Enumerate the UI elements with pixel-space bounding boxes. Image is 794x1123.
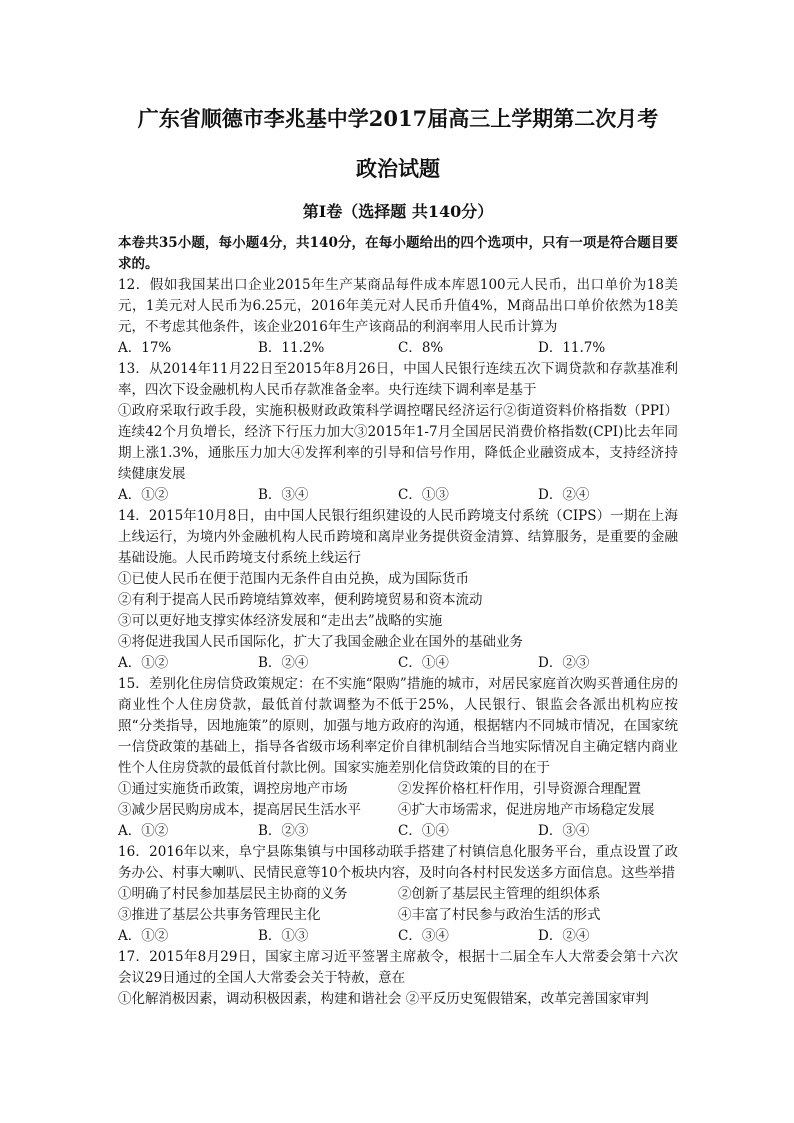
answer-options (118, 821, 678, 842)
question-statement: ①通过实施货币政策，调控房地产市场 (118, 781, 348, 797)
answer-options (118, 338, 678, 359)
question-stem: 13．从2014年11月22日至2015年8月26日，中国人民银行连续五次下调贷款和存款基准利率，四次下设金融机构人民币存款准备金率。央行连续下调利率是基于 (118, 361, 678, 398)
instructions: 本卷共35小题，每小题4分，共140分，在每小题给出的四个选项中，只有一项是符合题目要求的。 (118, 235, 678, 272)
question-statement: ③可以更好地支撑实体经济发展和“走出去”战略的实施 (118, 613, 443, 629)
exam-subtitle: 政治试题 (356, 156, 440, 181)
question-statement: ③减少居民购房成本，提高居民生活水平 (118, 802, 361, 818)
answer-options (118, 485, 678, 506)
answer-option: D．②④ (538, 487, 590, 503)
answer-option: B．11.2% (258, 340, 325, 356)
answer-option: D．②③ (538, 655, 590, 671)
answer-option: A．①② (118, 928, 169, 944)
question-statement: ①化解消极因素，调动积极因素，构建和谐社会 ②平反历史冤假错案，改革完善国家审判 (118, 991, 649, 1007)
question-stem: 15．差别化住房信贷政策规定：在不实施“限购”措施的城市，对居民家庭首次购买普通住房的商业性个人住房贷款，最低首付款调整为不低于25%，人民银行、银监会各派出机构应按照“分类指导，因地施策”的原则，加强与地方政府的沟通，根据辖内不同城市情况，在国家统一信贷政策的基础上，指导各省级市场利率定价自律机制结合当地实际情况自主确定辖内商业性个人住房贷款的最低首付款比例。国家实施差别化信贷政策的目的在于 (118, 676, 678, 776)
answer-option: D．③④ (538, 823, 590, 839)
question-statement: ④将促进我国人民币国际化，扩大了我国金融企业在国外的基础业务 (118, 634, 523, 650)
question-statement: ①政府采取行政手段，实施积极财政政策科学调控曙民经济运行②街道资料价格指数（PPI）连续42个月负增长，经济下行压力加大③2015年1-7月全国居民消费价格指数(CPI)比去年同期上涨1.3%，通胀压力加大④发挥利率的引导和信号作用，降低企业融资成本，支持经济持续健康发展 (118, 403, 678, 482)
section-heading: 第I卷（选择题 共140分） (302, 202, 494, 221)
question-statement: ①明确了村民参加基层民主协商的义务 (118, 886, 348, 902)
answer-option: B．③④ (258, 487, 309, 503)
answer-option: A．17% (118, 340, 172, 356)
question-statement: ②有利于提高人民币跨境结算效率，便利跨境贸易和资本流动 (118, 592, 483, 608)
answer-option: D．②④ (538, 928, 590, 944)
answer-option: A．①② (118, 487, 169, 503)
question-stem: 14．2015年10月8日，由中国人民银行组织建设的人民币跨境支付系统（CIPS）一期在上海上线运行，为境内外金融机构人民币跨境和离岸业务提供资金清算、结算服务，是重要的金融基础设施。人民币跨境支付系统上线运行 (118, 508, 678, 566)
question-statement: ②发挥价格杠杆作用，引导资源合理配置 (398, 781, 641, 797)
answer-option: C．③④ (398, 928, 449, 944)
question-list (118, 275, 678, 1010)
answer-options (118, 926, 678, 947)
exam-page (118, 95, 678, 1010)
question-stem: 16．2016年以来，阜宁县陈集镇与中国移动联手搭建了村镇信息化服务平台，重点设置了政务办公、村事大喇叭、民情民意等10个板块内容，及时向各村村民发送多方面信息。这些举措 (118, 844, 678, 881)
statement-row (118, 800, 678, 821)
statement-row (118, 884, 678, 905)
question-stem: 17．2015年8月29日，国家主席习近平签署主席赦令，根据十二届全车人大常委会第十六次会议29日通过的全国人大常委会关于特赦，意在 (118, 949, 678, 986)
exam-title: 广东省顺德市李兆基中学2017届高三上学期第二次月考 (137, 106, 659, 131)
answer-options (118, 653, 678, 674)
answer-option: A．①② (118, 655, 169, 671)
answer-option: B．①③ (258, 928, 309, 944)
answer-option: C．①④ (398, 823, 449, 839)
question (118, 275, 678, 359)
statement-row (118, 905, 678, 926)
answer-option: A．①② (118, 823, 169, 839)
question (118, 506, 678, 674)
question-statement: ④扩大市场需求，促进房地产市场稳定发展 (398, 802, 655, 818)
answer-option: C．①④ (398, 655, 449, 671)
question (118, 947, 678, 1010)
answer-option: B．②④ (258, 655, 309, 671)
question (118, 359, 678, 506)
statement-row (118, 779, 678, 800)
answer-option: D．11.7% (538, 340, 606, 356)
question (118, 674, 678, 842)
question-stem: 12．假如我国某出口企业2015年生产某商品每件成本库恩100元人民币，出口单价为18美元，1美元对人民币为6.25元，2016年美元对人民币升值4%，M商品出口单价依然为18美元，不考虑其他条件，该企业2016年生产该商品的利润率用人民币计算为 (118, 277, 678, 335)
question (118, 842, 678, 947)
answer-option: C．①③ (398, 487, 449, 503)
question-statement: ④丰富了村民参与政治生活的形式 (398, 907, 601, 923)
question-statement: ③推进了基层公共事务管理民主化 (118, 907, 321, 923)
question-statement: ①已使人民币在便于范围内无条件自由兑换，成为国际货币 (118, 571, 469, 587)
question-statement: ②创新了基层民主管理的组织体系 (398, 886, 601, 902)
answer-option: B．②③ (258, 823, 309, 839)
answer-option: C．8% (398, 340, 444, 356)
